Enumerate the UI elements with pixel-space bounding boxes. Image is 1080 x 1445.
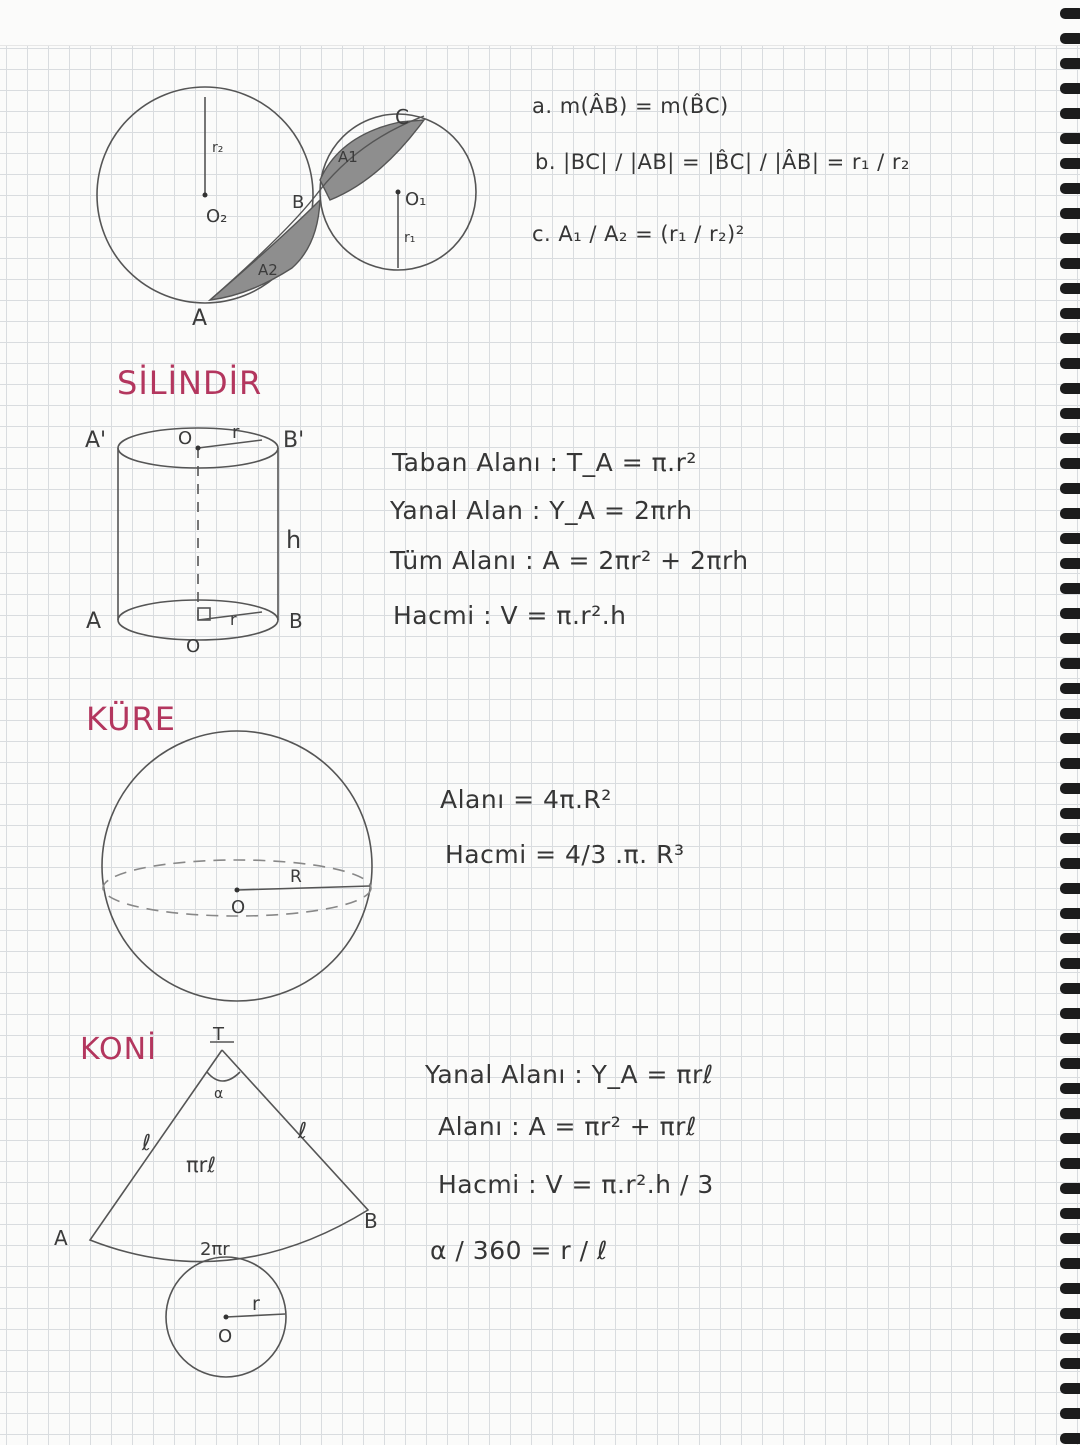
label-o2: O₂	[206, 206, 228, 227]
spiral-hole	[1060, 1208, 1080, 1219]
spiral-hole	[1060, 1008, 1080, 1019]
formula-hacmi-silindir: Hacmi : V = π.r².h	[393, 601, 627, 630]
label-l-right: ℓ	[298, 1119, 308, 1144]
spiral-hole	[1060, 708, 1080, 719]
spiral-hole	[1060, 1308, 1080, 1319]
label-r2: r₂	[212, 140, 224, 156]
label-r-top: r	[232, 422, 240, 443]
label-area-a1: A1	[338, 148, 358, 166]
spiral-hole	[1060, 1433, 1080, 1444]
point-o-cyl	[196, 446, 201, 451]
spiral-hole	[1060, 658, 1080, 669]
spiral-hole	[1060, 1258, 1080, 1269]
label-2pir: 2πr	[200, 1239, 230, 1260]
sphere-radius	[237, 886, 370, 890]
sphere-outline	[102, 731, 372, 1001]
label-o-cone: O	[218, 1326, 233, 1347]
label-pirl: πrℓ	[186, 1153, 216, 1177]
spiral-hole	[1060, 233, 1080, 244]
label-b-bottom: B	[289, 609, 303, 633]
spiral-hole	[1060, 733, 1080, 744]
spiral-hole	[1060, 133, 1080, 144]
label-o-sphere: O	[231, 897, 246, 918]
spiral-hole	[1060, 1033, 1080, 1044]
formula-alani-kure: Alanı = 4π.R²	[440, 785, 612, 814]
spiral-hole	[1060, 58, 1080, 69]
formula-yanal-alani-koni: Yanal Alanı : Y_A = πrℓ	[425, 1060, 714, 1089]
spiral-hole	[1060, 258, 1080, 269]
spiral-hole	[1060, 433, 1080, 444]
spiral-hole	[1060, 308, 1080, 319]
formula-alani-koni: Alanı : A = πr² + πrℓ	[438, 1112, 697, 1141]
spiral-hole	[1060, 783, 1080, 794]
note-c: c. A₁ / A₂ = (r₁ / r₂)²	[532, 222, 745, 246]
spiral-hole	[1060, 1333, 1080, 1344]
label-o1: O₁	[405, 189, 427, 210]
label-r-bottom: r	[230, 610, 237, 629]
label-l-left: ℓ	[142, 1131, 152, 1156]
point-o-sphere	[235, 888, 240, 893]
label-alpha: α	[214, 1086, 224, 1102]
label-a-bottom: A	[86, 609, 102, 634]
point-o-cone	[224, 1315, 229, 1320]
spiral-hole	[1060, 283, 1080, 294]
spiral-hole	[1060, 1133, 1080, 1144]
spiral-hole	[1060, 1358, 1080, 1369]
label-b-cone: B	[364, 1209, 378, 1233]
spiral-hole	[1060, 558, 1080, 569]
label-a-prime: A'	[85, 428, 107, 453]
spiral-hole	[1060, 958, 1080, 969]
point-o2	[203, 193, 208, 198]
formula-hacmi-koni: Hacmi : V = π.r².h / 3	[438, 1170, 714, 1199]
formula-yanal-alan: Yanal Alan : Y_A = 2πrh	[390, 496, 693, 525]
label-area-a2: A2	[258, 261, 278, 279]
spiral-hole	[1060, 1083, 1080, 1094]
spiral-hole	[1060, 608, 1080, 619]
label-a-cone: A	[54, 1226, 68, 1250]
formula-hacmi-kure: Hacmi = 4/3 .π. R³	[445, 840, 685, 869]
shaded-area-a1	[320, 120, 424, 200]
label-b-prime: B'	[283, 428, 305, 453]
title-silindir: SİLİNDİR	[117, 364, 263, 402]
label-o-top: O	[178, 428, 193, 449]
spiral-hole	[1060, 1158, 1080, 1169]
spiral-hole	[1060, 183, 1080, 194]
spiral-hole	[1060, 383, 1080, 394]
spiral-hole	[1060, 808, 1080, 819]
spiral-hole	[1060, 158, 1080, 169]
formula-tum-alani: Tüm Alanı : A = 2πr² + 2πrh	[390, 546, 749, 575]
spiral-hole	[1060, 1408, 1080, 1419]
label-h: h	[286, 526, 302, 554]
label-c: C	[395, 105, 409, 129]
spiral-hole	[1060, 1183, 1080, 1194]
spiral-hole	[1060, 1058, 1080, 1069]
spiral-hole	[1060, 458, 1080, 469]
spiral-hole	[1060, 1283, 1080, 1294]
formula-taban-alani: Taban Alanı : T_A = π.r²	[392, 448, 697, 477]
label-r-sphere: R	[290, 867, 302, 887]
label-o-bottom: O	[186, 636, 201, 657]
note-a: a. m(ÂB) = m(B̂C)	[532, 94, 729, 118]
spiral-hole	[1060, 83, 1080, 94]
spiral-hole	[1060, 1233, 1080, 1244]
point-o1	[396, 190, 401, 195]
title-koni: KONİ	[80, 1032, 157, 1067]
spiral-hole	[1060, 758, 1080, 769]
spiral-hole	[1060, 208, 1080, 219]
spiral-hole	[1060, 633, 1080, 644]
spiral-hole	[1060, 908, 1080, 919]
spiral-hole	[1060, 8, 1080, 19]
label-r1: r₁	[404, 230, 416, 246]
spiral-hole	[1060, 1383, 1080, 1394]
spiral-hole	[1060, 933, 1080, 944]
cone-angle-arc	[207, 1072, 240, 1081]
spiral-hole	[1060, 833, 1080, 844]
spiral-hole	[1060, 533, 1080, 544]
spiral-hole	[1060, 333, 1080, 344]
cylinder-top-radius	[198, 440, 262, 448]
label-t: T	[213, 1024, 224, 1045]
spiral-hole	[1060, 983, 1080, 994]
spiral-hole	[1060, 583, 1080, 594]
spiral-binding	[1018, 0, 1080, 1445]
label-b: B	[292, 192, 305, 213]
title-kure: KÜRE	[86, 700, 176, 738]
spiral-hole	[1060, 108, 1080, 119]
spiral-hole	[1060, 683, 1080, 694]
spiral-hole	[1060, 358, 1080, 369]
label-a: A	[192, 306, 208, 331]
spiral-hole	[1060, 408, 1080, 419]
spiral-hole	[1060, 858, 1080, 869]
spiral-hole	[1060, 883, 1080, 894]
cone-sector	[90, 1050, 368, 1262]
note-b: b. |BC| / |AB| = |B̂C| / |ÂB| = r₁ / r₂	[535, 150, 910, 174]
spiral-hole	[1060, 1108, 1080, 1119]
formula-ratio: α / 360 = r / ℓ	[430, 1236, 608, 1265]
spiral-hole	[1060, 33, 1080, 44]
spiral-hole	[1060, 483, 1080, 494]
label-r-cone: r	[252, 1293, 260, 1315]
spiral-hole	[1060, 508, 1080, 519]
